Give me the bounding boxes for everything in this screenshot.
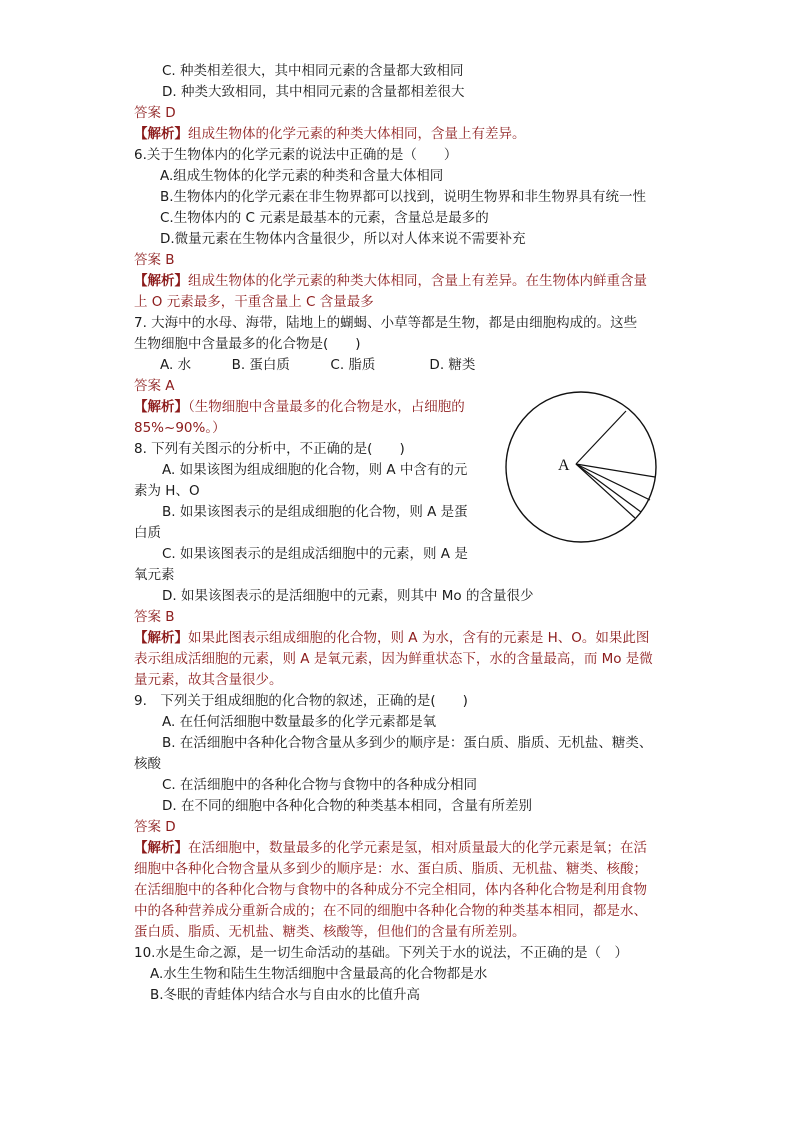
q6-explanation (134, 271, 647, 292)
explanation-text: 组成生物体的化学元素的种类大体相同，含量上有差异。在生物体内鲜重含量 (188, 273, 647, 289)
q8-answer: 答案 B (134, 609, 175, 625)
q8-stem: 8. 下列有关图示的分析中，不正确的是( ) (134, 441, 405, 457)
q8-explanation-cont2: 量元素，故其含量很少。 (134, 672, 283, 688)
pie-label-a: A (558, 457, 570, 474)
explanation-tag: 【解析】 (134, 630, 188, 646)
q8-option-c-cont: 氧元素 (134, 567, 175, 583)
q9-option-b: B. 在活细胞中各种化合物含量从多到少的顺序是：蛋白质、脂质、无机盐、糖类、 (162, 735, 653, 751)
pie-sector-line (576, 411, 626, 464)
q9-option-a: A. 在任何活细胞中数量最多的化学元素都是氧 (162, 714, 437, 730)
q8-option-c: C. 如果该图表示的是组成活细胞中的元素，则 A 是 (162, 546, 468, 562)
q8-option-a: A. 如果该图为组成细胞的化合物，则 A 中含有的元 (162, 462, 468, 478)
q8-explanation (134, 628, 649, 649)
q9-explanation-cont4: 蛋白质、脂质、无机盐、糖类、核酸等，但他们的含量有所差别。 (134, 924, 526, 940)
explanation-text: 如果此图表示组成细胞的化合物，则 A 为水，含有的元素是 H、O。如果此图 (188, 630, 650, 646)
q10-option-a: A.水生生物和陆生生物活细胞中含量最高的化合物都是水 (150, 966, 488, 982)
q8-explanation-cont: 表示组成活细胞的元素，则 A 是氧元素，因为鲜重状态下，水的含量最高，而 Mo 是微 (134, 651, 653, 667)
pie-figure (502, 388, 660, 546)
q5-option-d: D. 种类大致相同，其中相同元素的含量都相差很大 (162, 84, 465, 100)
q8-option-a-cont: 素为 H、O (134, 483, 200, 499)
q6-stem: 6.关于生物体内的化学元素的说法中正确的是（ ） (134, 147, 458, 163)
explanation-tag: 【解析】 (134, 273, 188, 289)
q9-option-b-cont: 核酸 (134, 756, 161, 772)
q6-option-c: C.生物体内的 C 元素是最基本的元素，含量总是最多的 (160, 210, 489, 226)
q7-explanation-cont: 85%~90%。） (134, 420, 226, 436)
q7-stem: 7. 大海中的水母、海带，陆地上的蝴蝎、小草等都是生物，都是由细胞构成的。这些 (134, 315, 638, 331)
pie-sector-line (576, 464, 641, 512)
q6-option-a: A.组成生物体的化学元素的种类和含量大体相同 (160, 168, 444, 184)
q9-explanation (134, 838, 647, 859)
q5-explanation (134, 124, 526, 145)
q5-answer: 答案 D (134, 105, 176, 121)
q9-option-d: D. 在不同的细胞中各种化合物的种类基本相同，含量有所差别 (162, 798, 532, 814)
q7-stem-cont: 生物细胞中含量最多的化合物是( ) (134, 336, 361, 352)
explanation-text: 组成生物体的化学元素的种类大体相同，含量上有差异。 (188, 126, 526, 142)
q8-option-b: B. 如果该图表示的是组成细胞的化合物，则 A 是蛋 (162, 504, 468, 520)
q9-stem: 9. 下列关于组成细胞的化合物的叙述，正确的是( ) (134, 693, 468, 709)
q7-explanation (134, 397, 465, 418)
q7-options: A. 水 B. 蛋白质 C. 脂质 D. 糖类 (160, 357, 476, 373)
q6-explanation-cont: 上 O 元素最多，干重含量上 C 含量最多 (134, 294, 374, 310)
q10-option-b: B.冬眠的青蛙体内结合水与自由水的比值升高 (150, 987, 421, 1003)
q8-option-b-cont: 白质 (134, 525, 161, 541)
q8-option-d: D. 如果该图表示的是活细胞中的元素，则其中 Mo 的含量很少 (162, 588, 534, 604)
explanation-tag: 【解析】 (134, 399, 188, 415)
q6-answer: 答案 B (134, 252, 175, 268)
q7-answer: 答案 A (134, 378, 175, 394)
pie-sector-line (576, 464, 650, 500)
q9-answer: 答案 D (134, 819, 176, 835)
q9-option-c: C. 在活细胞中的各种化合物与食物中的各种成分相同 (162, 777, 478, 793)
explanation-text: （生物细胞中含量最多的化合物是水，占细胞的 (188, 399, 465, 415)
q9-explanation-cont2: 在活细胞中的各种化合物与食物中的各种成分不完全相同，体内各种化合物是利用食物 (134, 882, 647, 898)
explanation-text: 在活细胞中，数量最多的化学元素是氢，相对质量最大的化学元素是氧；在活 (188, 840, 647, 856)
q6-option-b: B.生物体内的化学元素在非生物界都可以找到，说明生物界和非生物界具有统一性 (160, 189, 647, 205)
explanation-tag: 【解析】 (134, 126, 188, 142)
explanation-tag: 【解析】 (134, 840, 188, 856)
q9-explanation-cont: 细胞中各种化合物含量从多到少的顺序是：水、蛋白质、脂质、无机盐、糖类、核酸； (134, 861, 647, 877)
q5-option-c: C. 种类相差很大，其中相同元素的含量都大致相同 (162, 63, 464, 79)
q9-explanation-cont3: 中的各种营养成分重新合成的；在不同的细胞中各种化合物的种类基本相同，都是水、 (134, 903, 647, 919)
q6-option-d: D.微量元素在生物体内含量很少，所以对人体来说不需要补充 (160, 231, 526, 247)
q10-stem: 10.水是生命之源，是一切生命活动的基础。下列关于水的说法，不正确的是（ ） (134, 945, 628, 961)
